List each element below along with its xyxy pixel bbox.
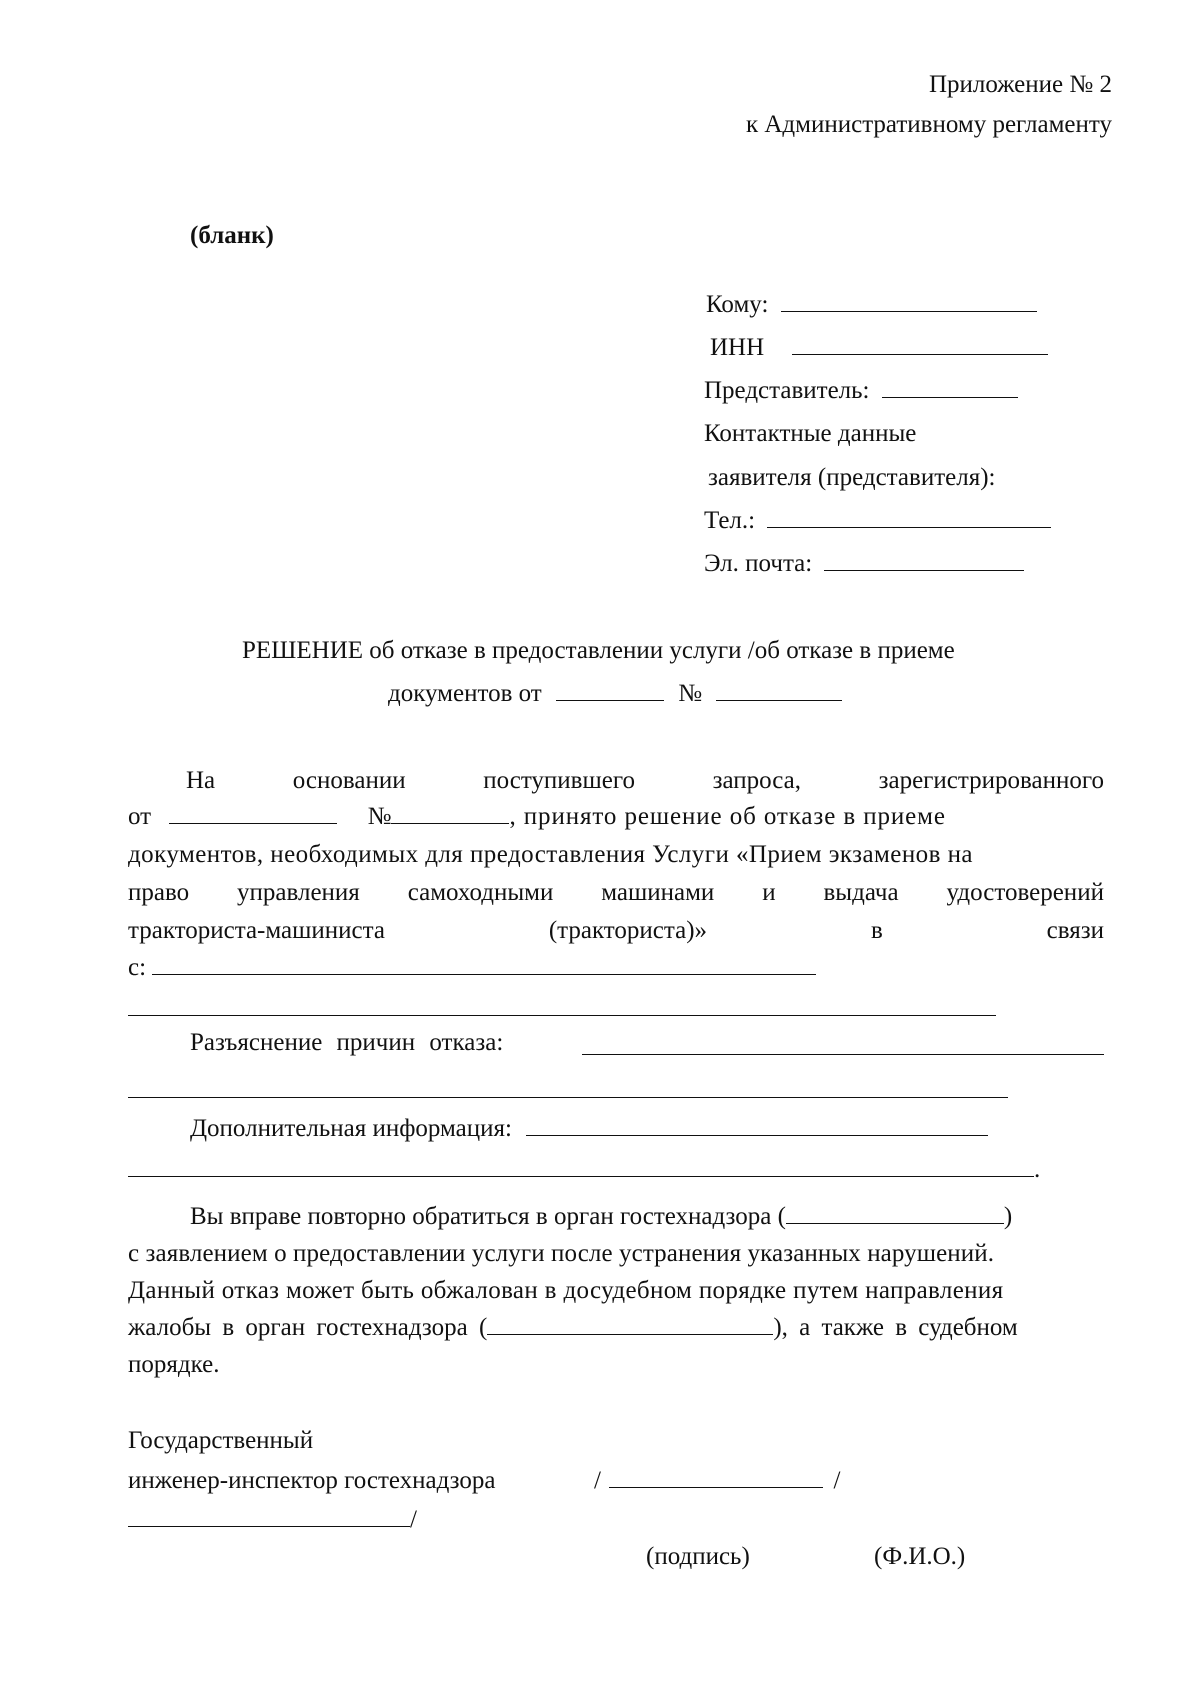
signature-slot (594, 1468, 840, 1493)
name-caption: (Ф.И.О.) (874, 1543, 966, 1570)
contacts-line2: заявителя (представителя): (708, 464, 996, 491)
request-date-field[interactable] (169, 822, 337, 824)
p1-from-label: от (128, 803, 152, 830)
representative-field[interactable] (882, 396, 1018, 398)
p2-line4-end: ), а также в судебном (773, 1314, 1018, 1341)
name-slash: / (410, 1506, 417, 1533)
p2-line2: с заявлением о предоставлении услуги после устранения указанных нарушений. (128, 1240, 995, 1267)
decision-number-sign: № (678, 680, 703, 707)
p1-line3: документов, необходимых для предоставления Услуги «Прием экзаменов на (128, 841, 973, 868)
p1-word: выдача (823, 879, 899, 906)
recipient-representative (704, 378, 1018, 403)
p2-line1 (190, 1204, 1012, 1229)
additional-row (190, 1116, 988, 1141)
appendix-label: Приложение № 2 (928, 71, 1112, 98)
p2-line4 (128, 1315, 1018, 1340)
decision-date-field[interactable] (556, 699, 664, 701)
p2-close-paren: ) (1003, 1203, 1013, 1230)
p1-word: управления (237, 879, 360, 906)
additional-label: Дополнительная информация: (190, 1115, 512, 1142)
contacts-line1: Контактные данные (704, 420, 917, 447)
p2-line4-start: жалобы в орган гостехнадзора ( (128, 1314, 488, 1341)
decision-title-line1 (242, 638, 955, 663)
p1-word: На (186, 767, 216, 794)
recipient-to-field[interactable] (781, 310, 1037, 312)
p2-line3: Данный отказ может быть обжалован в досудебном порядке путем направления (128, 1277, 1004, 1304)
email-field[interactable] (824, 569, 1024, 571)
p1-line4 (128, 880, 1104, 905)
full-name-field[interactable] (128, 1525, 410, 1527)
request-number-field[interactable] (391, 822, 509, 824)
recipient-email (704, 551, 1024, 576)
p1-line5 (128, 918, 1104, 943)
reason-label: с: (128, 954, 147, 981)
p1-line6 (128, 955, 816, 980)
authority-field-2[interactable] (487, 1333, 773, 1335)
decision-title-line2 (388, 681, 842, 706)
decision-number-field[interactable] (716, 699, 842, 701)
form-mark: (бланк) (190, 222, 274, 249)
p1-line2 (128, 804, 946, 829)
additional-period: . (1034, 1156, 1041, 1183)
recipient-inn-field[interactable] (792, 353, 1048, 355)
p1-word: поступившего (483, 767, 635, 794)
reasons-label: Разъяснение причин отказа: (190, 1029, 504, 1056)
reasons-field-continued[interactable] (128, 1097, 1008, 1098)
reasons-field[interactable] (582, 1054, 1104, 1055)
p1-word: связи (1046, 917, 1104, 944)
request-number-sign: № (367, 803, 392, 830)
reasons-row (190, 1030, 503, 1055)
name-slot (128, 1507, 417, 1532)
signature-title-line2: инженер-инспектор гостехнадзора (128, 1467, 496, 1494)
decision-title-rest: об отказе в предоставлении услуги /об отказе в приеме (369, 637, 955, 664)
email-label: Эл. почта: (704, 550, 813, 577)
p1-word: право (128, 879, 190, 906)
reason-field-continued[interactable] (128, 1015, 996, 1016)
additional-field-continued[interactable] (128, 1175, 1034, 1177)
decision-date-label: документов от (388, 680, 542, 707)
additional-field[interactable] (526, 1134, 988, 1136)
signature-slash-close: / (833, 1467, 841, 1494)
representative-label: Представитель: (704, 377, 870, 404)
decision-title-bold: РЕШЕНИЕ (242, 637, 364, 664)
signature-caption: (подпись) (646, 1543, 750, 1570)
p1-word: самоходными (407, 879, 554, 906)
p2-line5: порядке. (128, 1351, 220, 1378)
p1-word: (тракториста)» (548, 917, 708, 944)
p1-word: в (870, 917, 883, 944)
p1-line2-rest: , принято решение об отказе в приеме (509, 803, 946, 830)
p2-line1-text: Вы вправе повторно обратиться в орган гостехнадзора ( (190, 1203, 786, 1230)
p1-word: удостоверений (946, 879, 1104, 906)
reason-field[interactable] (152, 973, 816, 975)
additional-row2 (128, 1157, 1040, 1182)
p1-word: зарегистрированного (878, 767, 1104, 794)
recipient-inn-label: ИНН (710, 334, 765, 361)
p1-word: основании (292, 767, 406, 794)
p1-word: и (762, 879, 776, 906)
signature-title-line1: Государственный (128, 1427, 314, 1454)
p1-word: тракториста-машиниста (128, 917, 385, 944)
phone-field[interactable] (767, 526, 1051, 528)
recipient-phone (704, 508, 1051, 533)
recipient-to-label: Кому: (706, 291, 769, 318)
p1-line1 (186, 768, 1104, 793)
signature-slash-open: / (594, 1467, 601, 1494)
authority-field-1[interactable] (786, 1222, 1004, 1224)
p1-word: запроса, (712, 767, 801, 794)
signature-field[interactable] (609, 1486, 823, 1488)
recipient-inn (710, 335, 1048, 360)
p1-word: машинами (601, 879, 715, 906)
phone-label: Тел.: (704, 507, 756, 534)
recipient-to (706, 292, 1037, 317)
regulation-label: к Административному регламенту (745, 111, 1112, 138)
